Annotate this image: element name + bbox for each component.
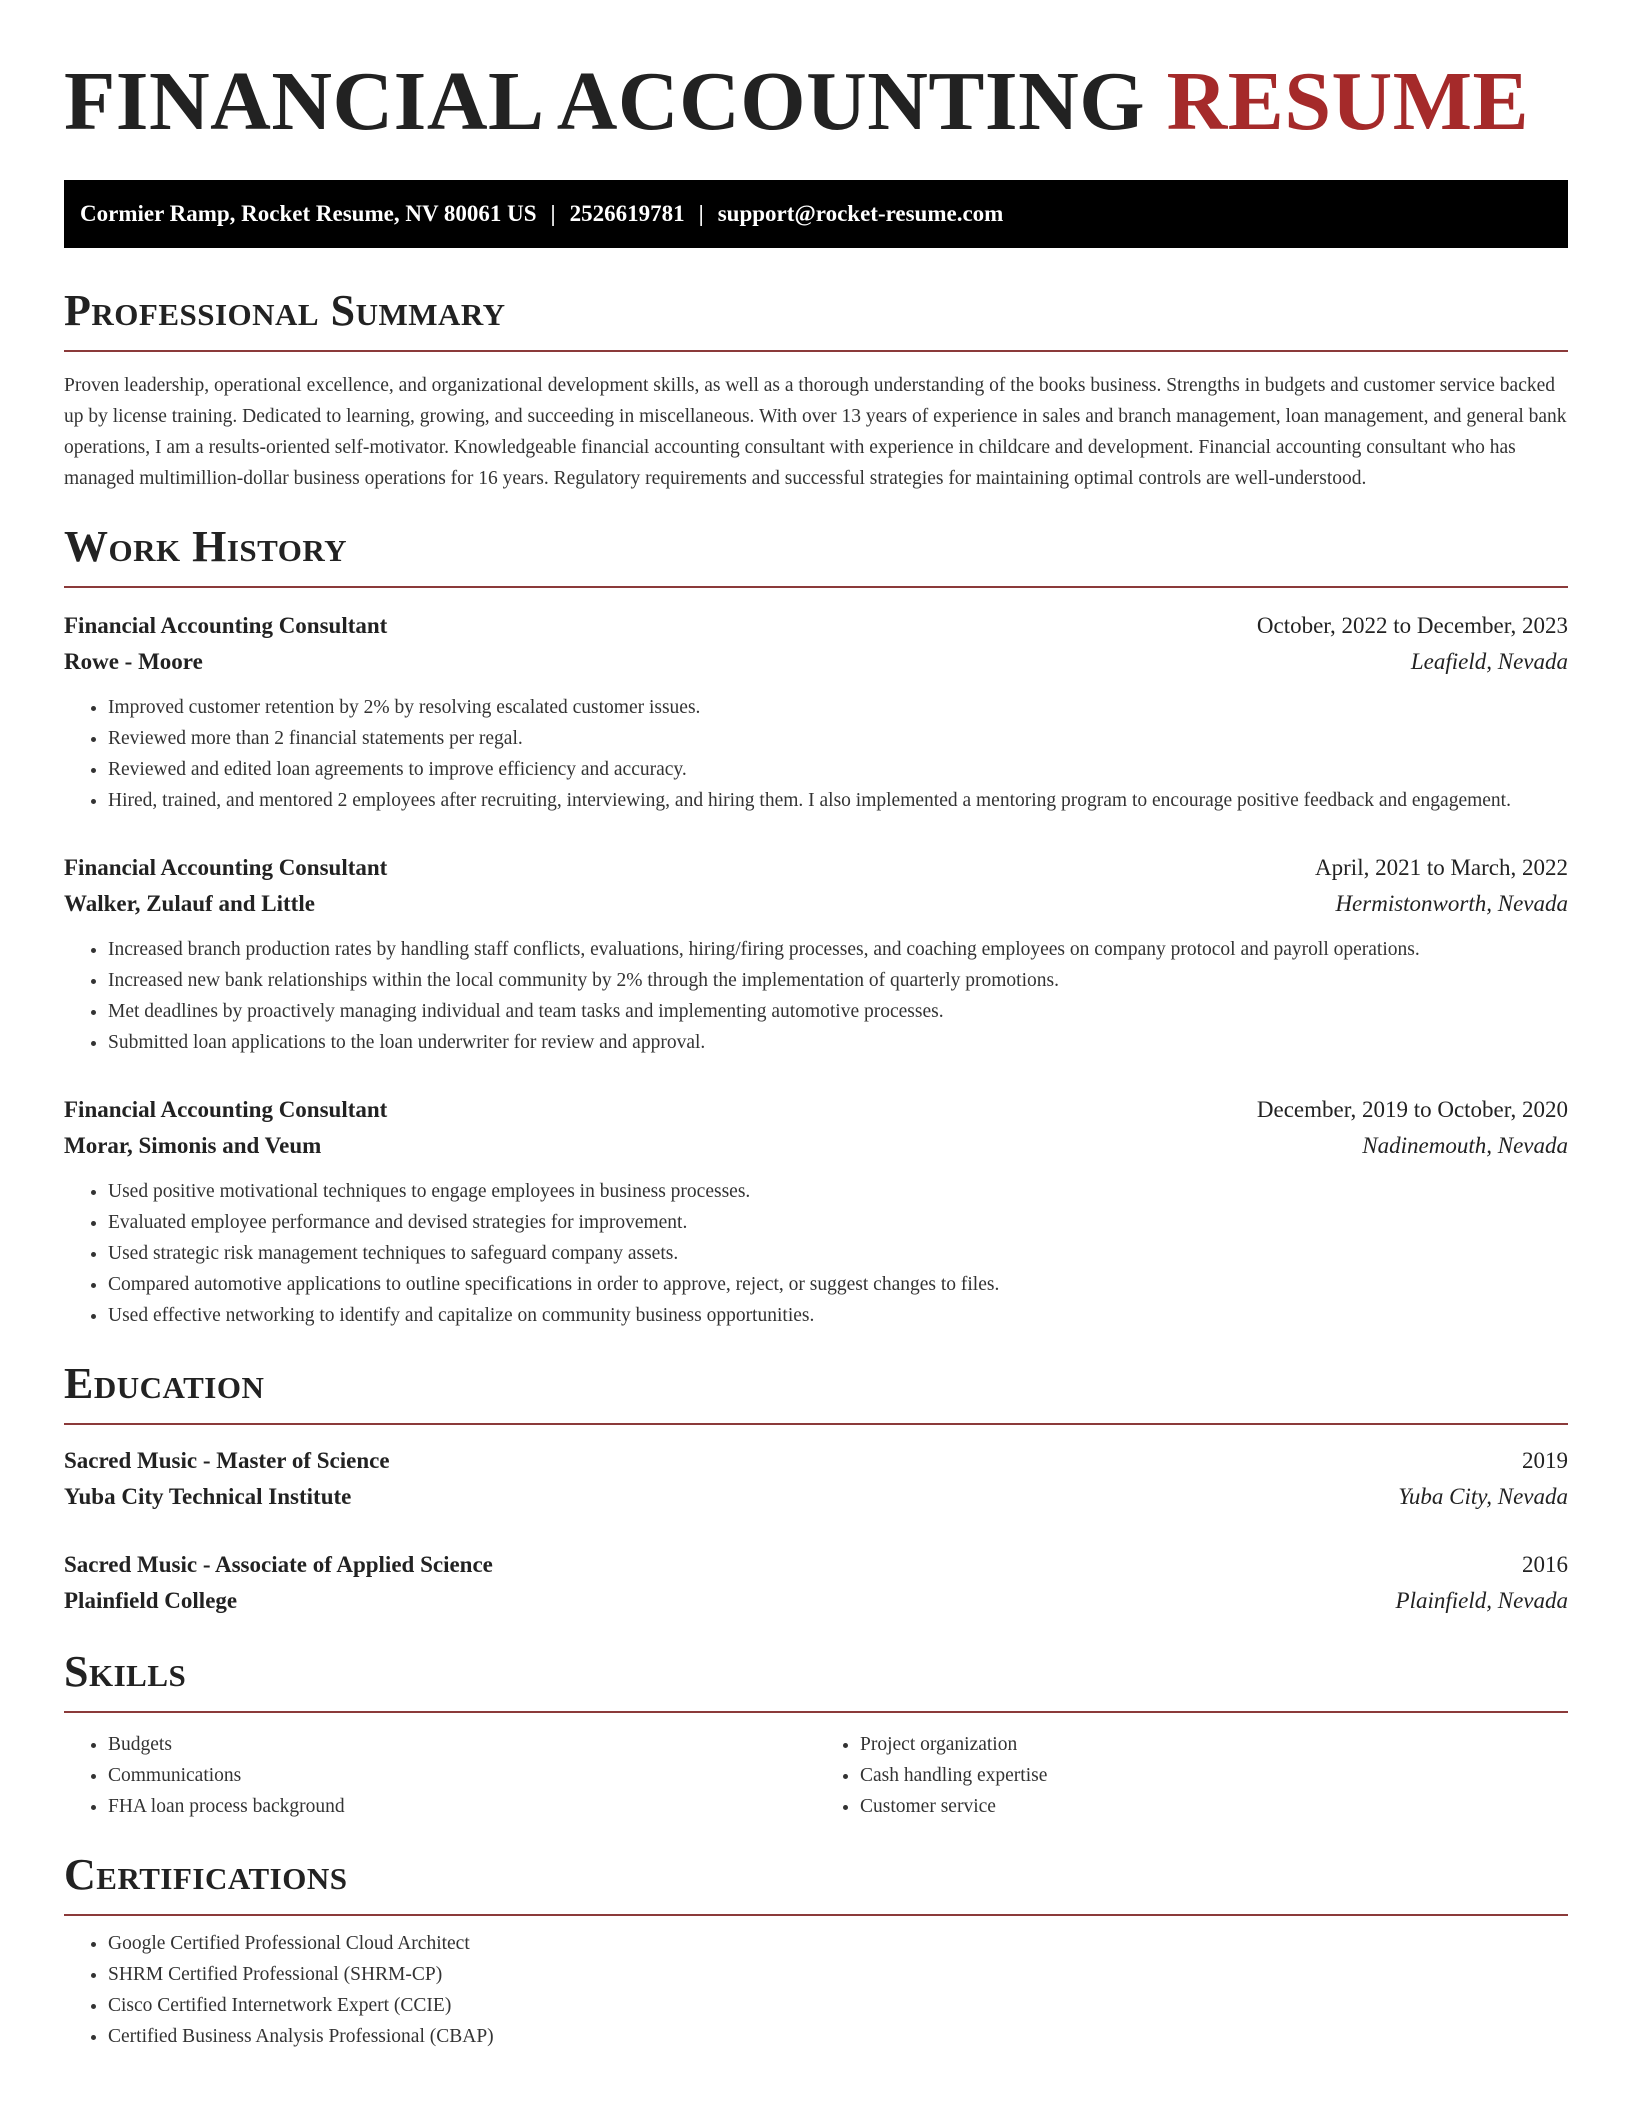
education-school: Plainfield College: [64, 1588, 238, 1613]
skill-item: • Customer service: [860, 1791, 1568, 1822]
section-divider: [64, 1423, 1568, 1425]
section-heading-education: Education: [64, 1359, 265, 1408]
job-header-row: [64, 850, 1568, 886]
job-company: Morar, Simonis and Veum: [64, 1133, 322, 1158]
job-dates: October, 2022 to December, 2023: [1256, 613, 1568, 638]
section-heading-work-history: Work History: [64, 522, 348, 571]
section-heading-skills: Skills: [64, 1647, 187, 1696]
job-entry: [64, 608, 1568, 816]
job-bullet: • Compared automotive applications to outline specifications in order to approve, reject, or suggest changes to files.: [108, 1269, 1568, 1300]
job-bullet-list: [64, 1176, 1568, 1331]
job-title: Financial Accounting Consultant: [64, 1097, 388, 1122]
section-heading-certifications: Certifications: [64, 1850, 348, 1899]
education-school-row: [64, 1583, 1568, 1619]
section-divider: [64, 350, 1568, 352]
skill-item: • Project organization: [860, 1729, 1568, 1760]
job-bullet: • Increased new bank relationships within the local community by 2% through the implementation of quarterly promotions.: [108, 965, 1568, 996]
job-entry: [64, 1092, 1568, 1331]
skill-item: • Cash handling expertise: [860, 1760, 1568, 1791]
skills-list-left: [64, 1729, 816, 1822]
job-bullet-list: [64, 934, 1568, 1058]
job-company: Walker, Zulauf and Little: [64, 891, 315, 916]
education-location: Yuba City, Nevada: [1398, 1484, 1568, 1509]
skills-section: [64, 1647, 1568, 1822]
education-degree: Sacred Music - Master of Science: [64, 1448, 390, 1473]
education-year: 2016: [1522, 1552, 1568, 1577]
certification-item: • Cisco Certified Internetwork Expert (CCIE): [108, 1990, 1568, 2021]
contact-separator: |: [698, 201, 704, 226]
education-degree: Sacred Music - Associate of Applied Science: [64, 1552, 493, 1577]
education-entry: [64, 1547, 1568, 1619]
job-bullet: • Reviewed and edited loan agreements to improve efficiency and accuracy.: [108, 754, 1568, 785]
education-degree-row: [64, 1547, 1568, 1583]
contact-email: support@rocket-resume.com: [717, 201, 1004, 226]
contact-bar: [64, 180, 1568, 248]
education-school-row: [64, 1479, 1568, 1515]
job-bullet: • Used positive motivational techniques to engage employees in business processes.: [108, 1176, 1568, 1207]
job-bullet: • Improved customer retention by 2% by resolving escalated customer issues.: [108, 692, 1568, 723]
education-section: [64, 1359, 1568, 1619]
skill-item: • Communications: [108, 1760, 816, 1791]
certification-item: • Google Certified Professional Cloud Architect: [108, 1928, 1568, 1959]
skills-grid: [64, 1729, 1568, 1822]
job-bullet-list: [64, 692, 1568, 816]
job-bullet: • Submitted loan applications to the loan underwriter for review and approval.: [108, 1027, 1568, 1058]
job-location: Leafield, Nevada: [1410, 649, 1568, 674]
resume-title: [64, 52, 1568, 152]
education-degree-row: [64, 1443, 1568, 1479]
job-bullet: • Used strategic risk management techniques to safeguard company assets.: [108, 1238, 1568, 1269]
job-header-row: [64, 1092, 1568, 1128]
job-header-row: [64, 608, 1568, 644]
job-bullet: • Hired, trained, and mentored 2 employees after recruiting, interviewing, and hiring them. I also implemented a mentoring program to encourage positive feedback and engagement.: [108, 785, 1568, 816]
summary-section: [64, 286, 1568, 494]
job-title: Financial Accounting Consultant: [64, 855, 388, 880]
skills-list-right: [816, 1729, 1568, 1822]
section-divider: [64, 1711, 1568, 1713]
contact-phone: 2526619781: [569, 201, 685, 226]
section-divider: [64, 586, 1568, 588]
title-main: FINANCIAL ACCOUNTING: [64, 55, 1146, 148]
title-accent: RESUME: [1166, 55, 1530, 148]
section-heading-summary: Professional Summary: [64, 286, 506, 335]
job-entry: [64, 850, 1568, 1058]
certification-item: • SHRM Certified Professional (SHRM-CP): [108, 1959, 1568, 1990]
work-history-section: [64, 522, 1568, 1331]
job-title: Financial Accounting Consultant: [64, 613, 388, 638]
job-bullet: • Used effective networking to identify and capitalize on community business opportunities.: [108, 1300, 1568, 1331]
job-company-row: [64, 1128, 1568, 1164]
job-bullet: • Increased branch production rates by handling staff conflicts, evaluations, hiring/firing processes, and coaching employees on company protocol and payroll operations.: [108, 934, 1568, 965]
education-entry: [64, 1443, 1568, 1515]
certification-list: [64, 1928, 1568, 2052]
job-company: Rowe - Moore: [64, 649, 203, 674]
job-bullet: • Reviewed more than 2 financial statements per regal.: [108, 723, 1568, 754]
education-school: Yuba City Technical Institute: [64, 1484, 352, 1509]
job-bullet: • Met deadlines by proactively managing individual and team tasks and implementing automotive processes.: [108, 996, 1568, 1027]
job-location: Nadinemouth, Nevada: [1362, 1133, 1568, 1158]
job-company-row: [64, 886, 1568, 922]
skill-item: • Budgets: [108, 1729, 816, 1760]
job-company-row: [64, 644, 1568, 680]
education-year: 2019: [1522, 1448, 1568, 1473]
job-location: Hermistonworth, Nevada: [1335, 891, 1568, 916]
certifications-section: [64, 1850, 1568, 2052]
job-dates: December, 2019 to October, 2020: [1256, 1097, 1568, 1122]
contact-address: Cormier Ramp, Rocket Resume, NV 80061 US: [80, 201, 537, 226]
job-bullet: • Evaluated employee performance and devised strategies for improvement.: [108, 1207, 1568, 1238]
job-dates: April, 2021 to March, 2022: [1315, 855, 1568, 880]
contact-separator: |: [550, 201, 556, 226]
summary-text: Proven leadership, operational excellence, and organizational development skills, as well as a thorough understanding of the books business. Strengths in budgets and customer service backed up by license training. Dedicated to learning, growing, and succeeding in miscellaneous. With over 13 years of experience in sales and branch management, loan management, and general bank operations, I am a results-oriented self-motivator. Knowledgeable financial accounting consultant with experience in childcare and development. Financial accounting consultant who has managed multimillion-dollar business operations for 16 years. Regulatory requirements and successful strategies for maintaining optimal controls are well-understood.: [64, 375, 1567, 489]
certification-item: • Certified Business Analysis Professional (CBAP): [108, 2021, 1568, 2052]
skill-item: • FHA loan process background: [108, 1791, 816, 1822]
education-location: Plainfield, Nevada: [1395, 1588, 1568, 1613]
section-divider: [64, 1914, 1568, 1916]
